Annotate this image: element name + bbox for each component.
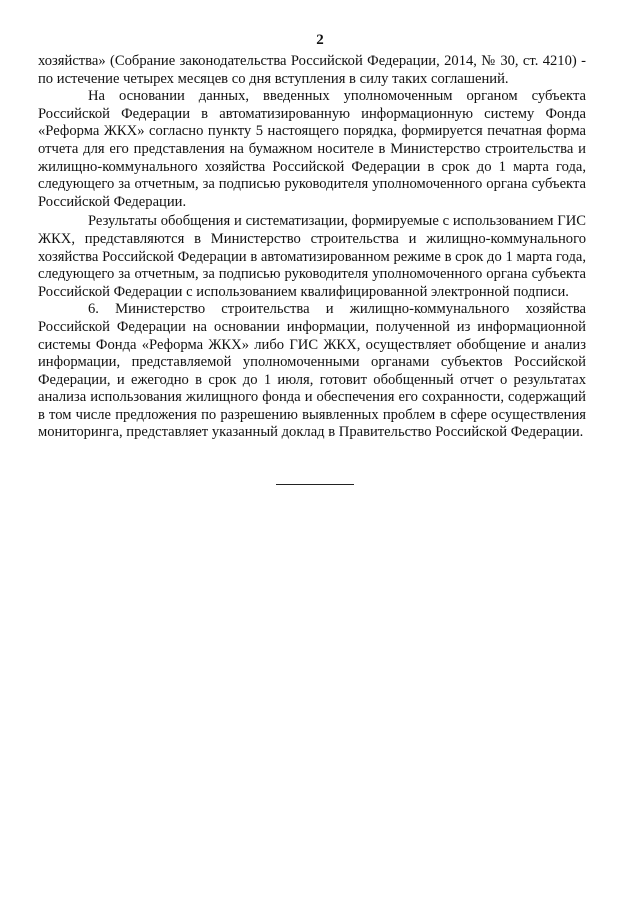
paragraph-continuation: хозяйства» (Собрание законодательства Российской Федерации, 2014, № 30, ст. 4210) - по истечение четырех месяцев со дня вступления в силу таких соглашений. [38,53,586,87]
paragraph-report-print-form: На основании данных, введенных уполномоченным органом субъекта Российской Федерации в автоматизированную информационную систему Фонда «Реформа ЖКХ» согласно пункту 5 настоящего порядка, формируется печатная форма отчета для его представления на бумажном носителе в Министерство строительства и жилищно-коммунального хозяйства Российской Федерации в срок до 1 марта года, следующего за отчетным, за подписью руководителя уполномоченного органа субъекта Российской Федерации. [38,88,586,210]
page-number: 2 [316,32,324,48]
paragraph-item-6: 6. Министерство строительства и жилищно-коммунального хозяйства Российской Федерации на основании информации, полученной из информационной системы Фонда «Реформа ЖКХ» либо ГИС ЖКХ, осуществляет обобщение и анализ информации, представляемой уполномоченными органами субъектов Российской Федерации, и ежегодно в срок до 1 июля, готовит обобщенный отчет о результатах анализа использования жилищного фонда и обеспечения его сохранности, содержащий в том числе предложения по разрешению выявленных проблем в сфере осуществления мониторинга, представляет указанный доклад в Правительство Российской Федерации. [38,301,586,441]
paragraph-gis-results: Результаты обобщения и систематизации, формируемые с использованием ГИС ЖКХ, представляются в Министерство строительства и жилищно-коммунального хозяйства Российской Федерации в автоматизированном режиме в срок до 1 марта года, следующего за отчетным, за подписью руководителя уполномоченного органа субъекта Российской Федерации с использованием квалифицированной электронной подписи. [38,213,586,300]
end-divider-line [276,484,354,485]
document-body [38,53,586,442]
